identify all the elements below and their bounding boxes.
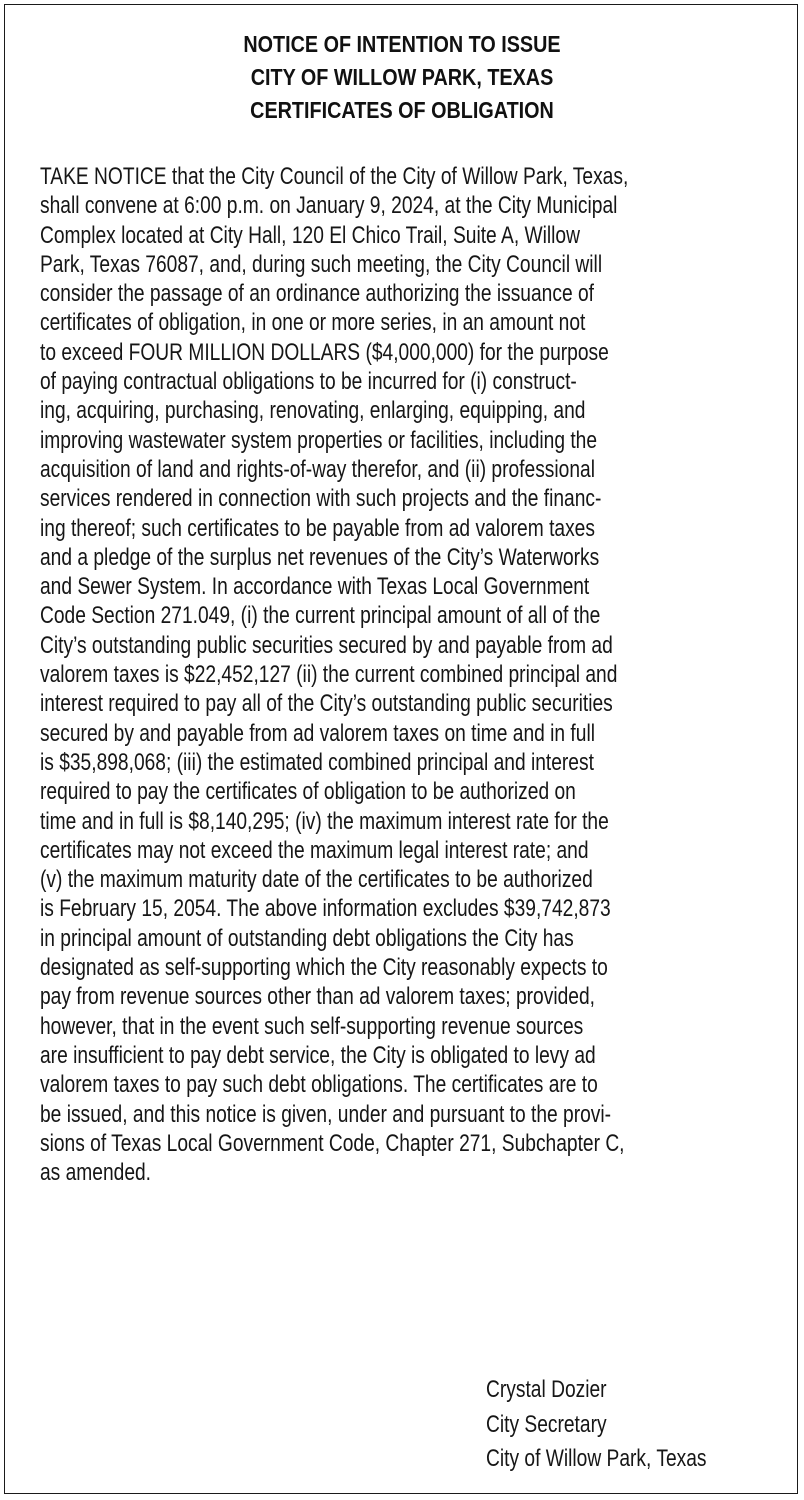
- body-line: time and in full is $8,140,295; (iv) the maximum interest rate for the: [40, 807, 609, 835]
- body-line: services rendered in connection with such projects and the financ-: [40, 485, 602, 513]
- body-line: be issued, and this notice is given, under and pursuant to the provi-: [40, 1100, 612, 1128]
- signature-block: [486, 1373, 707, 1477]
- body-line: and a pledge of the surplus net revenues of the City’s Waterworks: [40, 543, 600, 571]
- body-line: to exceed FOUR MILLION DOLLARS ($4,000,000) for the purpose: [40, 338, 609, 366]
- notice-body: [40, 162, 628, 1187]
- body-line: of paying contractual obligations to be incurred for (i) construct-: [40, 368, 577, 396]
- body-line: acquisition of land and rights-of-way therefor, and (ii) professional: [40, 455, 595, 483]
- body-line: is $35,898,068; (iii) the estimated combined principal and interest: [40, 748, 594, 776]
- body-line: improving wastewater system properties or facilities, including the: [40, 426, 598, 454]
- body-line: valorem taxes to pay such debt obligations. The certificates are to: [40, 1071, 598, 1099]
- body-line: shall convene at 6:00 p.m. on January 9, 2024, at the City Municipal: [40, 192, 618, 220]
- body-line: designated as self-supporting which the City reasonably expects to: [40, 954, 608, 982]
- body-line: certificates may not exceed the maximum legal interest rate; and: [40, 836, 589, 864]
- body-line: Complex located at City Hall, 120 El Chico Trail, Suite A, Willow: [40, 221, 580, 249]
- heading-line: CERTIFICATES OF OBLIGATION: [250, 97, 554, 123]
- heading-line: CITY OF WILLOW PARK, TEXAS: [250, 64, 554, 90]
- body-line: (v) the maximum maturity date of the certificates to be authorized: [40, 866, 593, 894]
- body-line: ing thereof; such certificates to be payable from ad valorem taxes: [40, 514, 595, 542]
- signatory-organization: City of Willow Park, Texas: [486, 1445, 707, 1472]
- body-line: certificates of obligation, in one or more series, in an amount not: [40, 309, 586, 337]
- body-line: as amended.: [40, 1159, 152, 1187]
- body-line: City’s outstanding public securities secured by and payable from ad: [40, 631, 613, 659]
- body-line: is February 15, 2054. The above information excludes $39,742,873: [40, 895, 611, 923]
- body-line: Code Section 271.049, (i) the current principal amount of all of the: [40, 602, 601, 630]
- body-line: pay from revenue sources other than ad valorem taxes; provided,: [40, 983, 595, 1011]
- body-line: required to pay the certificates of obligation to be authorized on: [40, 778, 576, 806]
- signatory-name: Crystal Dozier: [486, 1376, 607, 1403]
- body-line: ing, acquiring, purchasing, renovating, enlarging, equipping, and: [40, 397, 586, 425]
- body-line: Park, Texas 76087, and, during such meeting, the City Council will: [40, 250, 603, 278]
- body-line: valorem taxes is $22,452,127 (ii) the current combined principal and: [40, 661, 618, 689]
- signatory-title: City Secretary: [486, 1410, 607, 1438]
- body-line: consider the passage of an ordinance authorizing the issuance of: [40, 280, 594, 308]
- heading-line: NOTICE OF INTENTION TO ISSUE: [243, 31, 561, 57]
- body-line: sions of Texas Local Government Code, Chapter 271, Subchapter C,: [40, 1129, 625, 1157]
- notice-heading: [56, 28, 747, 127]
- body-line: TAKE NOTICE that the City Council of the City of Willow Park, Texas,: [40, 163, 629, 190]
- body-line: however, that in the event such self-supporting revenue sources: [40, 1012, 584, 1040]
- body-line: in principal amount of outstanding debt obligations the City has: [40, 924, 574, 952]
- body-line: are insufficient to pay debt service, the City is obligated to levy ad: [40, 1041, 596, 1069]
- body-line: secured by and payable from ad valorem taxes on time and in full: [40, 719, 595, 747]
- body-line: interest required to pay all of the City’s outstanding public securities: [40, 690, 613, 718]
- body-line: and Sewer System. In accordance with Texas Local Government: [40, 573, 590, 601]
